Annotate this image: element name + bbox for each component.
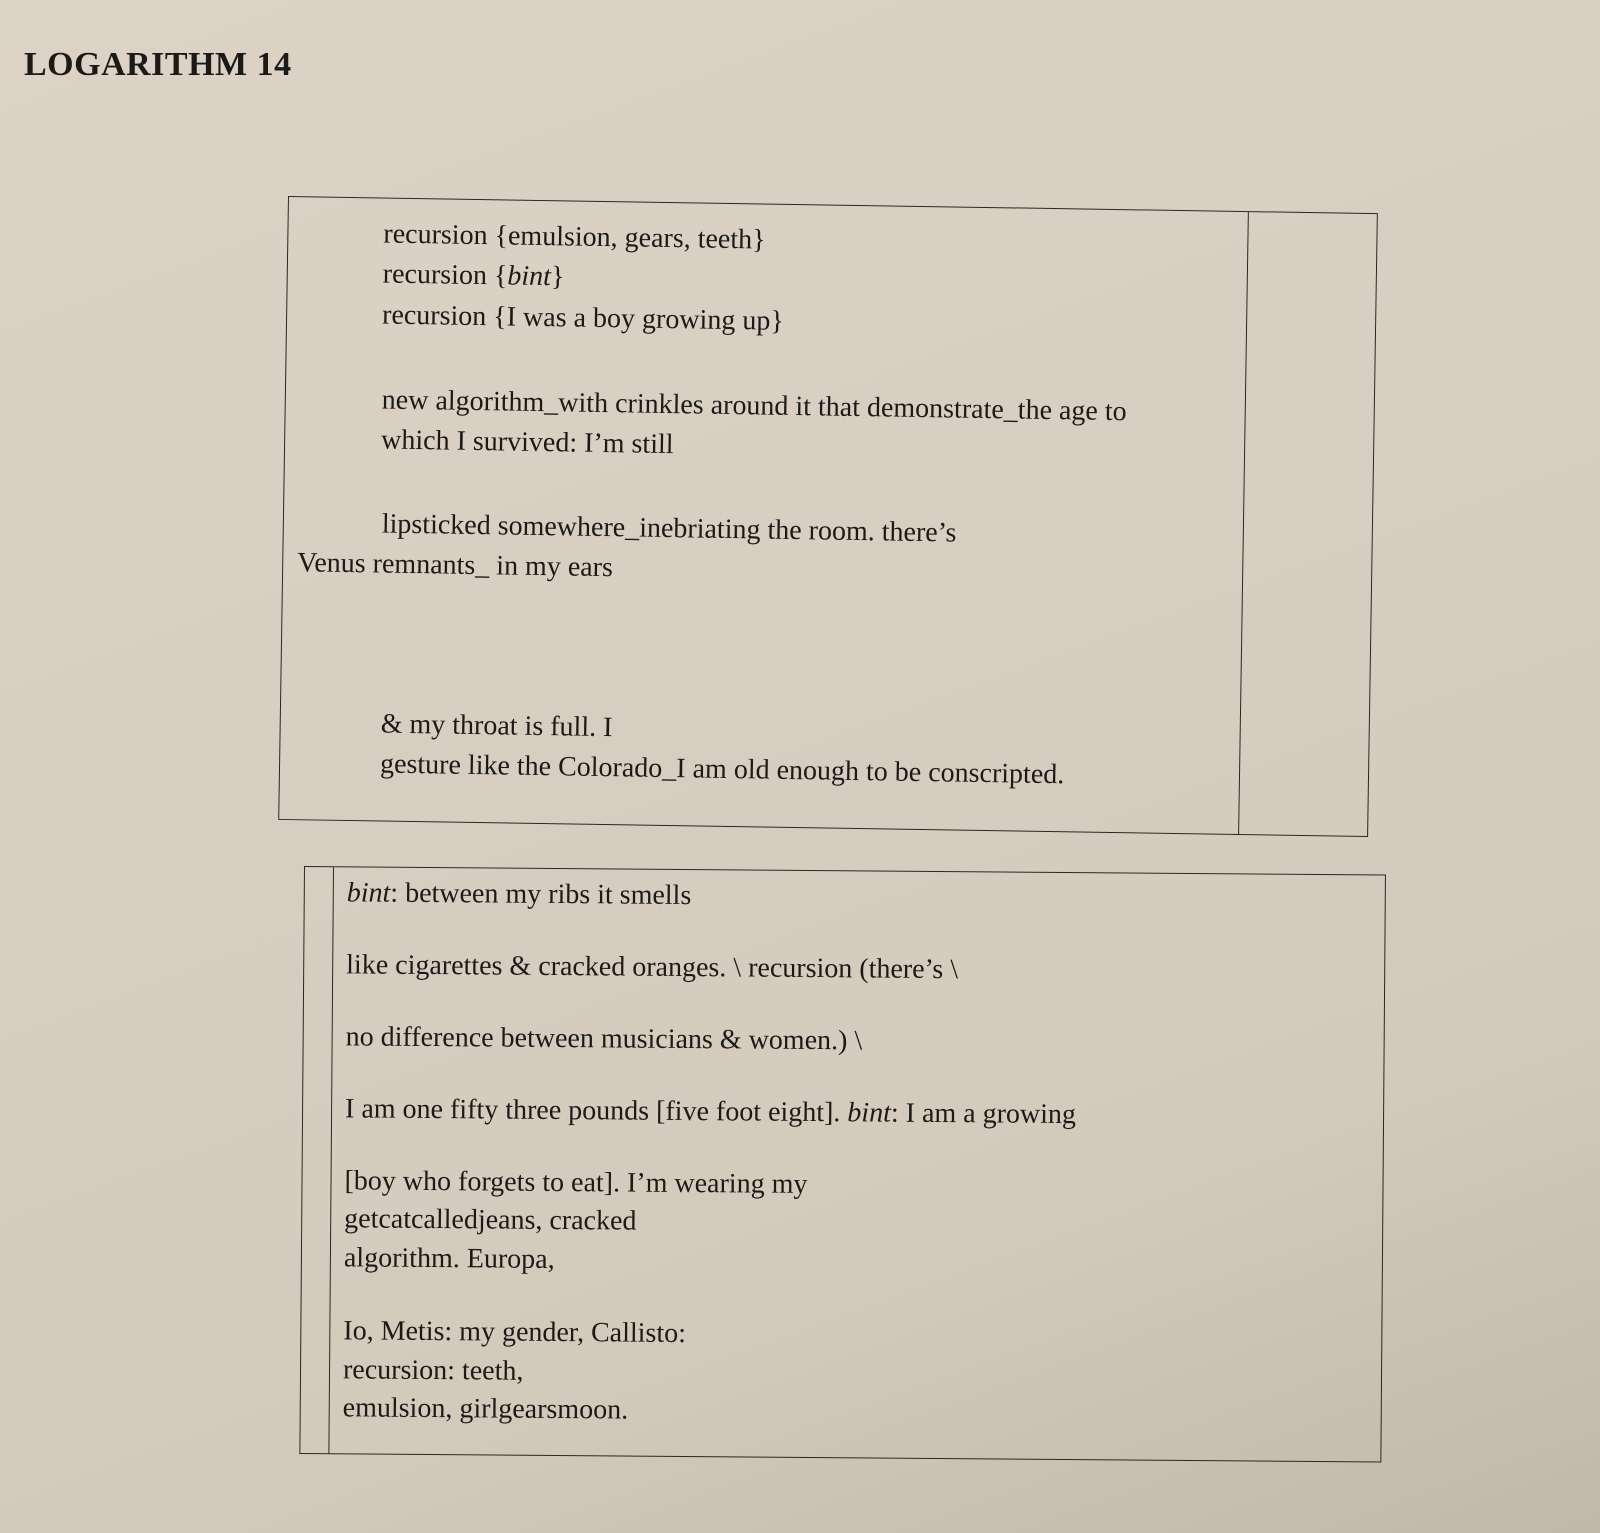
- poem-line: recursion {bint}: [382, 258, 565, 293]
- poem-line: Venus remnants_ in my ears: [296, 547, 614, 584]
- poem-line: algorithm. Europa,: [343, 1242, 555, 1275]
- poem-line: Io, Metis: my gender, Callisto:: [343, 1315, 687, 1350]
- right-column-rule: [1238, 212, 1249, 834]
- poem-line: recursion {emulsion, gears, teeth}: [383, 218, 766, 256]
- poem-line: recursion {I was a boy growing up}: [381, 299, 785, 337]
- poem-line: recursion: teeth,: [342, 1354, 524, 1387]
- poem-line: no difference between musicians & women.) \: [345, 1021, 863, 1057]
- poem-line: & my throat is full. I: [380, 708, 613, 744]
- poem-box-upper: [278, 196, 1378, 837]
- poem-line: which I survived: I’m still: [380, 424, 674, 461]
- left-column-rule: [328, 867, 334, 1453]
- poem-box-lower: [299, 866, 1386, 1462]
- poem-line: bint: between my ribs it smells: [346, 877, 692, 912]
- poem-line: gesture like the Colorado_I am old enough to be conscripted.: [379, 748, 1065, 791]
- poem-line: getcatcalledjeans, cracked: [344, 1203, 637, 1237]
- poem-line: emulsion, girlgearsmoon.: [342, 1392, 629, 1426]
- poem-line: [boy who forgets to eat]. I’m wearing my: [344, 1165, 808, 1200]
- poem-line: I am one fifty three pounds [five foot eight]. bint: I am a growing: [344, 1093, 1077, 1131]
- poem-line: like cigarettes & cracked oranges. \ recursion (there’s \: [346, 949, 959, 986]
- poem-line: lipsticked somewhere_inebriating the room. there’s: [381, 508, 957, 549]
- poem-line: new algorithm_with crinkles around it that demonstrate_the age to: [381, 384, 1127, 428]
- poem-title: LOGARITHM 14: [24, 46, 292, 83]
